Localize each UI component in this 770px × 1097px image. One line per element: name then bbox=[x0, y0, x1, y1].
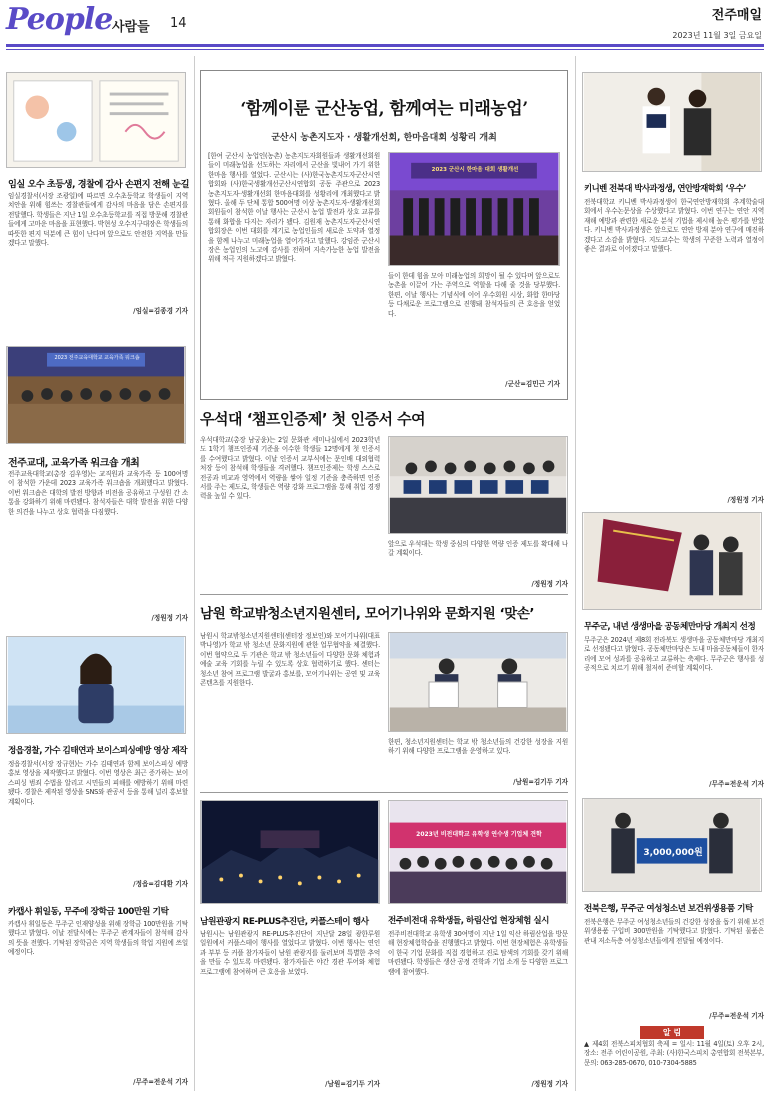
byline: /무주=전운석 기자 bbox=[709, 1012, 764, 1020]
headline: 정읍경찰, 가수 김태연과 보이스피싱예방 영상 제작 bbox=[8, 746, 188, 756]
photo-banner-text: 2023년 비전대학교 유학생 연수생 기업체 견학 bbox=[416, 831, 542, 838]
byline: /정읍=김대환 기자 bbox=[133, 880, 188, 888]
article-body: 카캡사 휘일동은 무주군 인재양성을 위해 장학금 100만원을 기탁했다고 밝혔다. 이날 전달식에는 무주군 관계자들이 참석해 감사의 뜻을 전했다. 기탁된 장학금은 지역 학생들의 학업 지원에 쓰일 예정이다. bbox=[8, 920, 188, 957]
article-body: 무주군은 2024년 제8회 전라북도 생생마을 공동체만마당 개최지로 선정됐다고 밝혔다. 공동체만마당은 도내 마을공동체들이 한자리에 모여 성과를 공유하고 교류하는 축제다. 무주군은 행사를 성공적으로 치르기 위해 철저히 준비할 계획이다. bbox=[584, 636, 764, 673]
article-body: [한여 군산시 농업인(농촌) 농촌지도자회원들과 생활개선회원들이 미래농업을 선도하는 자리에서 군산을 빛내어 가기 위한 한마음 행사를 열었다. 군산시는 (사)한국농촌지도자군산시연합회와 (사)한국생활개선군산시연합회 공동 주관으로 2023 농촌지도자·생활개선회 한마음대회를 성황리에 개최했다고 밝혔다. 올해 두 단체 통합 500여명 이상 농촌지도자·생활개선회 회원들이 참석한 이날 행사는 군산시 농업 발전과 상호 교류를 통해 화합을 다지는 자리가 됐다. 김원재 농촌지도자군산시연합회장은 이번 대회를 계기로 농업인들의 새로운 도약과 열정을 함께 나누고 미래농업을 열어가자고 말했다. 강임준 군산시장은 농업인의 노고에 감사를 전하며 지속가능한 농업 발전을 위해 적극 지원하겠다고 밝혔다. bbox=[208, 152, 380, 264]
main-subheadline: 군산시 농촌지도자 · 생활개선회, 한마음대회 성황리 개최 bbox=[271, 133, 497, 143]
article-body: 전북대학교 키니벤 박사과정생이 한국연안방재학회 추계학술대회에서 우수논문상을 수상했다고 밝혔다. 이번 연구는 연안 지역 재해 예방과 관련한 새로운 분석 기법을 제시해 높은 평가를 받았다. 키니벤 박사과정생은 앞으로도 연안 방재 분야 연구에 매진하겠다고 소감을 밝혔다. 지도교수는 학생의 꾸준한 노력과 열정이 좋은 결과로 이어졌다고 말했다. bbox=[584, 198, 764, 254]
headline: 카캡사 휘일동, 무주에 장학금 100만원 기탁 bbox=[8, 907, 169, 917]
award-photo bbox=[582, 72, 762, 172]
headline: 전북은행, 무주군 여성청소년 보건위생용품 기탁 bbox=[584, 904, 753, 914]
headline: 무주군, 내년 생생마을 공동체만마당 개최지 선정 bbox=[584, 622, 756, 632]
article-body: 한편, 청소년지원센터는 학교 밖 청소년들의 건강한 성장을 지원하기 위해 다양한 프로그램을 운영하고 있다. bbox=[388, 738, 568, 756]
byline: /임실=김종경 기자 bbox=[133, 307, 188, 315]
mou-signing-photo bbox=[388, 632, 568, 732]
headline: 남원 학교밖청소년지원센터, 모어기나위와 문화지원 ‘맞손’ bbox=[200, 606, 535, 622]
byline: /군산=김민근 기자 bbox=[505, 380, 560, 388]
article-body: 임실경찰서(서장 조광일)에 따르면 오수초등학교 학생들이 지역 치안을 위해 힘쓰는 경찰관들에게 감사의 마음을 담은 손편지를 전달했다. 학생들은 지난 1일 오수초등학교를 직접 방문해 경찰관들에게 고마운 마음을 표현했다. 박현성 오수지구대장은 학생들의 따뜻한 편지 덕분에 큰 힘이 난다며 앞으로도 안전한 지역을 만들겠다고 말했다. bbox=[8, 192, 188, 248]
byline: /정원정 기자 bbox=[531, 580, 568, 588]
donation-photo bbox=[582, 798, 762, 892]
article-body: 전주교육대학교(총장 김우영)는 교직원과 교육가족 등 100여명이 참석한 가운데 2023 교육가족 워크숍을 개최했다고 밝혔다. 이번 워크숍은 대학의 발전 방향과 비전을 공유하고 구성원 간 소통을 강화하기 위해 마련됐다. 참석자들은 대학 발전을 위한 다양한 의견을 나누고 상호 협력을 다짐했다. bbox=[8, 470, 188, 516]
issue-date: 2023년 11월 3일 금요일 bbox=[672, 31, 762, 40]
night-event-photo bbox=[200, 800, 380, 904]
field-trip-photo bbox=[388, 800, 568, 904]
ceremony-photo bbox=[388, 152, 560, 266]
article-body: 전북은행은 무주군 여성청소년들의 건강한 성장을 돕기 위해 보건위생용품 구입비 300만원을 기탁했다고 밝혔다. 기탁된 물품은 관내 저소득층 여성청소년들에게 전달될 예정이다. bbox=[584, 918, 764, 945]
workshop-photo bbox=[6, 346, 186, 444]
section-divider bbox=[200, 792, 568, 793]
headline: 키니벤 전북대 박사과정생, 연안방재학회 ‘우수’ bbox=[584, 183, 746, 193]
flag-handover-photo bbox=[582, 512, 762, 610]
notice-heading: 알 림 bbox=[640, 1026, 704, 1039]
notice-body: ▲ 제4회 전북스피치협회 축제 = 일시: 11월 4일(토) 오후 2시, 장소: 전주 어린이공원, 주최: (사)한국스피치 총연합회 전북본부, 문의: 063-285-0670, 010-7304-5885 bbox=[584, 1040, 764, 1067]
article-body: 정읍경찰서(서장 장규현)는 가수 김태연과 함께 보이스피싱 예방 홍보 영상을 제작했다고 밝혔다. 이번 영상은 최근 증가하는 보이스피싱 범죄 수법을 알리고 시민들의 피해를 예방하기 위해 마련됐다. 경찰은 제작된 영상을 SNS와 관공서 등을 통해 널리 홍보할 계획이다. bbox=[8, 760, 188, 806]
byline: /무주=전운석 기자 bbox=[709, 780, 764, 788]
article-body: 앞으로 우석대는 학생 중심의 다양한 역량 인증 제도를 확대해 나갈 계획이다. bbox=[388, 540, 568, 558]
byline: /남원=김기두 기자 bbox=[513, 778, 568, 786]
article-body: 남원시는 남원관광지 RE-PLUS추진단이 지난달 28일 광한루원 일원에서 커플스테이 행사를 열었다고 밝혔다. 이번 행사는 연인과 부부 등 커플 참가자들이 남원 관광지를 둘러보며 특별한 추억을 만들 수 있도록 마련됐다. 참가자들은 야간 경관 투어와 체험 프로그램에 참여하며 큰 호응을 보였다. bbox=[200, 930, 380, 976]
donation-amount-board: 3,000,000원 bbox=[643, 848, 703, 858]
headline: 남원관광지 RE-PLUS추진단, 커플스테이 행사 bbox=[200, 917, 369, 927]
column-divider bbox=[194, 56, 195, 1091]
main-headline: ‘함께이룬 군산농업, 함께여는 미래농업’ bbox=[240, 99, 528, 119]
header-rule bbox=[6, 44, 764, 47]
section-divider bbox=[200, 594, 568, 595]
page-number: 14 bbox=[170, 16, 187, 31]
photo-banner-text: 2023 전주교육대학교 교육가족 워크숍 bbox=[54, 355, 140, 361]
article-body: 남원시 학교밖청소년지원센터(센터장 정보인)와 모어기나위(대표 박나영)가 학교 밖 청소년 문화지원에 관한 업무협약을 체결했다. 이번 협약으로 두 기관은 학교 밖 청소년들이 다양한 문화 체험과 예술 교육 기회를 누릴 수 있도록 상호 협력하기로 했다. 센터는 청소년 참여 프로그램 발굴과 홍보를, 모어기나위는 공연 및 교육 콘텐츠를 지원한다. bbox=[200, 632, 380, 688]
headline: 전주교대, 교육가족 워크숍 개최 bbox=[8, 458, 140, 469]
byline: /무주=전운석 기자 bbox=[133, 1078, 188, 1086]
section-name: 사람들 bbox=[112, 20, 150, 35]
article-body: 전주비전대학교 유학생 30여명이 지난 1일 익산 하림산업을 방문해 현장체험학습을 진행했다고 밝혔다. 이번 현장체험은 유학생들이 한국 기업 문화를 직접 경험하고 진로 탐색의 기회를 갖기 위해 마련됐다. 학생들은 생산 공정 견학과 기업 소개 등 다양한 프로그램에 참여했다. bbox=[388, 930, 568, 976]
byline: /정원정 기자 bbox=[727, 496, 764, 504]
certificate-group-photo bbox=[388, 436, 568, 534]
byline: /남원=김기두 기자 bbox=[325, 1080, 380, 1088]
singer-video-still bbox=[6, 636, 186, 734]
section-brand: People bbox=[6, 2, 113, 37]
photo-banner-text: 2023 군산시 한마음 대회 생활개선 bbox=[431, 167, 519, 173]
article-body: 들이 한데 힘을 모아 미래농업의 희망이 될 수 있다며 앞으로도 농촌을 이끌어 가는 주역으로 역할을 다해 줄 것을 당부했다. 한편, 이날 행사는 기념식에 이어 우수회원 시상, 화합 한마당 등 다채로운 프로그램으로 진행돼 참석자들의 큰 호응을 얻었다. bbox=[388, 272, 560, 318]
header-rule-thin bbox=[6, 49, 764, 50]
byline: /정원정 기자 bbox=[531, 1080, 568, 1088]
handwritten-letter-photo bbox=[6, 72, 186, 168]
headline: 우석대 ‘챔프인증제’ 첫 인증서 수여 bbox=[200, 410, 426, 428]
newspaper-name: 전주매일 bbox=[711, 8, 762, 23]
headline: 임실 오수 초등생, 경찰에 감사 손편지 전해 눈길 bbox=[8, 179, 190, 190]
byline: /정원정 기자 bbox=[151, 614, 188, 622]
article-body: 우석대학교(총장 남궁윤)는 2일 문화관 세미나실에서 2023학년도 1학기 챔프인증제 기준을 이수한 학생들 12명에게 첫 인증서를 수여했다고 밝혔다. 이날 인증서 교부식에는 문인배 대외협력처장 등이 참석해 학생들을 격려했다. 챔프인증제는 학생 스스로 전공과 비교과 영역에서 역량을 쌓아 일정 기준을 충족하면 인증서를 주는 제도로, 학생들은 역량 강화 프로그램을 통해 취업 경쟁력을 높일 수 있다. bbox=[200, 436, 380, 501]
headline: 전주비전대 유학생들, 하림산업 현장체험 실시 bbox=[388, 916, 549, 926]
column-divider bbox=[575, 56, 576, 1091]
